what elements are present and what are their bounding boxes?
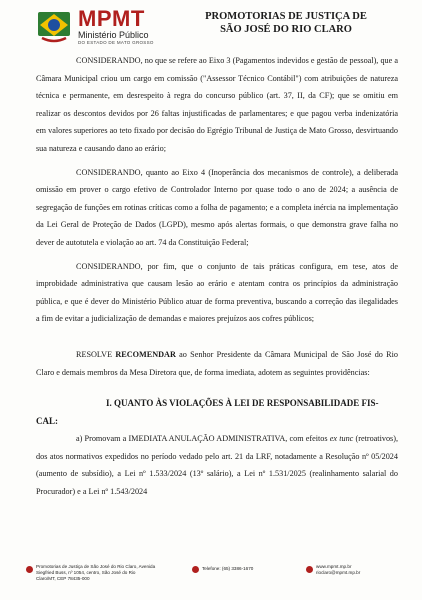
paragraph-por-fim: CONSIDERANDO, por fim, que o conjunto de tais práticas configura, em tese, atos de improbidade administrativa que causam lesão ao erário e atentam contra os princípios da administração pública, e que é dever do Ministério Público atuar de forma preventiva, buscando a correção das ilegalidades a fim de evitar a judicialização de demandas e maiores prejuízos aos cofres públicos;: [36, 261, 398, 324]
item-a: [36, 430, 398, 500]
resolve-text: RESOLVE: [76, 349, 116, 359]
logo-subtitle: Ministério Público: [78, 30, 149, 40]
phone-icon: [192, 566, 199, 573]
footer-email[interactable]: rioclaro@mpmt.mp.br: [316, 570, 361, 576]
header-title: [186, 10, 386, 36]
item-a-italic: ex tunc: [329, 434, 354, 444]
header-title-line2: SÃO JOSÉ DO RIO CLARO: [220, 24, 352, 35]
footer-contacts: [316, 564, 396, 576]
item-a-rest: (retroativos), dos atos normativos expedidos no período vedado pelo art. 21 da LRF, notadamente a Resolução nº 05/2024 (aumento de subsídio), a Lei nº 1.533/2024 (13º salário), a Lei nº 1.531/2025 (realinhamento salarial do Procurador) e a Lei nº 1.543/2024: [36, 434, 398, 497]
mpmt-emblem-icon: [36, 8, 72, 44]
header-title-line1: PROMOTORIAS DE JUSTIÇA DE: [205, 11, 367, 22]
footer-address: Promotorias de Justiça de São José do Rio Claro, Avenida Siegfried Buss, nº 1054, centro, São José do Rio Claro/MT, CEP 78435-000: [36, 564, 156, 582]
footer-phone: Telefone: (65) 3386-1670: [202, 566, 254, 571]
document-body: [36, 52, 398, 501]
logo-state: DO ESTADO DE MATO GROSSO: [78, 40, 154, 45]
logo-brand: MPMT: [78, 6, 145, 31]
section-title-continued: CAL:: [36, 415, 58, 426]
location-icon: [26, 566, 33, 573]
item-a-text: a) Promovam a IMEDIATA ANULAÇÃO ADMINISTRATIVA, com efeitos: [76, 434, 330, 444]
mpmt-logo: [36, 6, 166, 46]
resolve-rest-text: ao Senhor Presidente da Câmara Municipal de São José do Rio Claro e demais membros da Mesa Diretora que, de forma imediata, adotem as seguintes providências:: [36, 349, 398, 377]
paragraph-eixo-4: CONSIDERANDO, quanto ao Eixo 4 (Inoperância dos mecanismos de controle), a deliberada omissão em prover o cargo efetivo de Controlador Interno por quase todo o ano de 2024; a ausência de segregação de funções em rotinas críticas como a folha de pagamento; e a completa inércia na implementação da Lei Geral de Proteção de Dados (LGPD), mesmo após alertas formais, o que demonstra grave falha no dever de autotutela e violação ao art. 74 da Constituição Federal;: [36, 167, 398, 247]
web-icon: [306, 566, 313, 573]
footer-website[interactable]: www.mpmt.mp.br: [316, 564, 352, 569]
paragraph-eixo-3: CONSIDERANDO, no que se refere ao Eixo 3 (Pagamentos indevidos e gestão de pessoal), que a Câmara Municipal criou um cargo em comissão ("Assessor Técnico Contábil") com atribuições de natureza técnica e permanente, em desrespeito à regra do concurso público (art. 37, II, da CF); que se omitiu em realizar os descontos devidos por 26 faltas injustificadas de parlamentares; e que pagou verba indenizatória em valores superiores ao teto fixado por decisão do Egrégio Tribunal de Justiça de Mato Grosso, desvirtuando sua natureza e causando dano ao erário;: [36, 56, 398, 153]
paragraph-resolve: [36, 346, 398, 381]
recomendar-text: RECOMENDAR: [115, 349, 176, 359]
page-footer: [26, 558, 396, 598]
page-header: [0, 0, 422, 50]
section-title: I. QUANTO ÀS VIOLAÇÕES À LEI DE RESPONSABILIDADE FIS-: [106, 398, 379, 409]
